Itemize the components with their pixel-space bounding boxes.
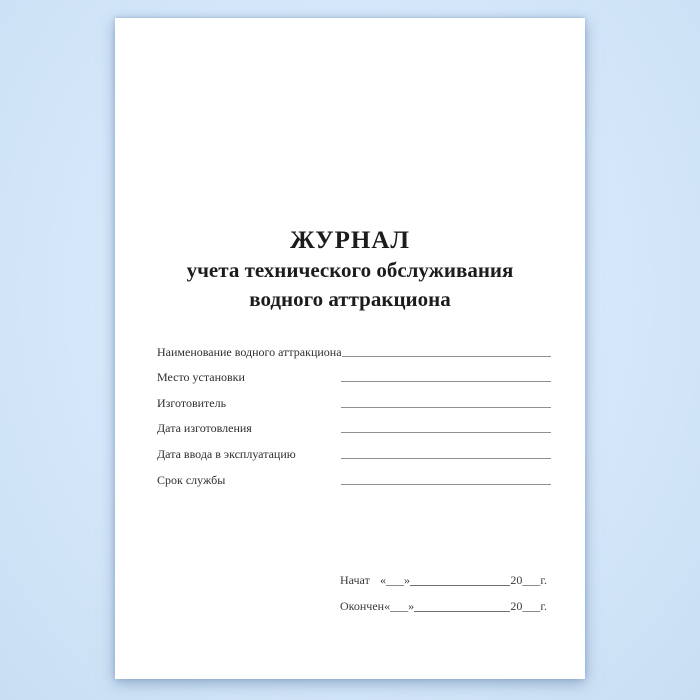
fill-in-line (341, 432, 551, 433)
form-field-row (157, 385, 551, 411)
field-label: Дата ввода в эксплуатацию (157, 446, 296, 461)
journal-subtitle-line-2: водного аттракциона (249, 287, 451, 311)
footer-dates (340, 562, 547, 614)
day-blank: «___» (380, 573, 410, 587)
day-blank: «___» (384, 599, 415, 613)
title-block (115, 226, 585, 314)
year-part: 20___г. (510, 573, 547, 587)
form-field-row (157, 436, 551, 462)
field-label: Изготовитель (157, 395, 227, 410)
field-label: Наименование водного аттракциона (157, 344, 342, 359)
fill-in-line (341, 381, 551, 382)
form-field-row (157, 411, 551, 437)
fill-in-line (341, 458, 551, 459)
form-fields (157, 334, 551, 488)
field-label: Срок службы (157, 472, 226, 487)
finished-date-row (340, 588, 547, 614)
date-fill-line (414, 611, 510, 612)
form-field-row (157, 334, 551, 360)
year-part: 20___г. (510, 599, 547, 613)
started-label: Начат (340, 573, 370, 587)
field-label: Место установки (157, 370, 245, 385)
started-date-row (340, 562, 547, 588)
date-fill-line (410, 585, 510, 586)
journal-cover-page (115, 18, 585, 679)
fill-in-line (341, 484, 551, 485)
field-label: Дата изготовления (157, 421, 252, 436)
finished-label: Окончен (340, 599, 385, 613)
form-field-row (157, 360, 551, 386)
journal-title: ЖУРНАЛ (289, 227, 411, 254)
fill-in-line (342, 356, 551, 357)
journal-subtitle-line-1: учета технического обслуживания (186, 258, 514, 282)
fill-in-line (341, 407, 551, 408)
form-field-row (157, 462, 551, 488)
